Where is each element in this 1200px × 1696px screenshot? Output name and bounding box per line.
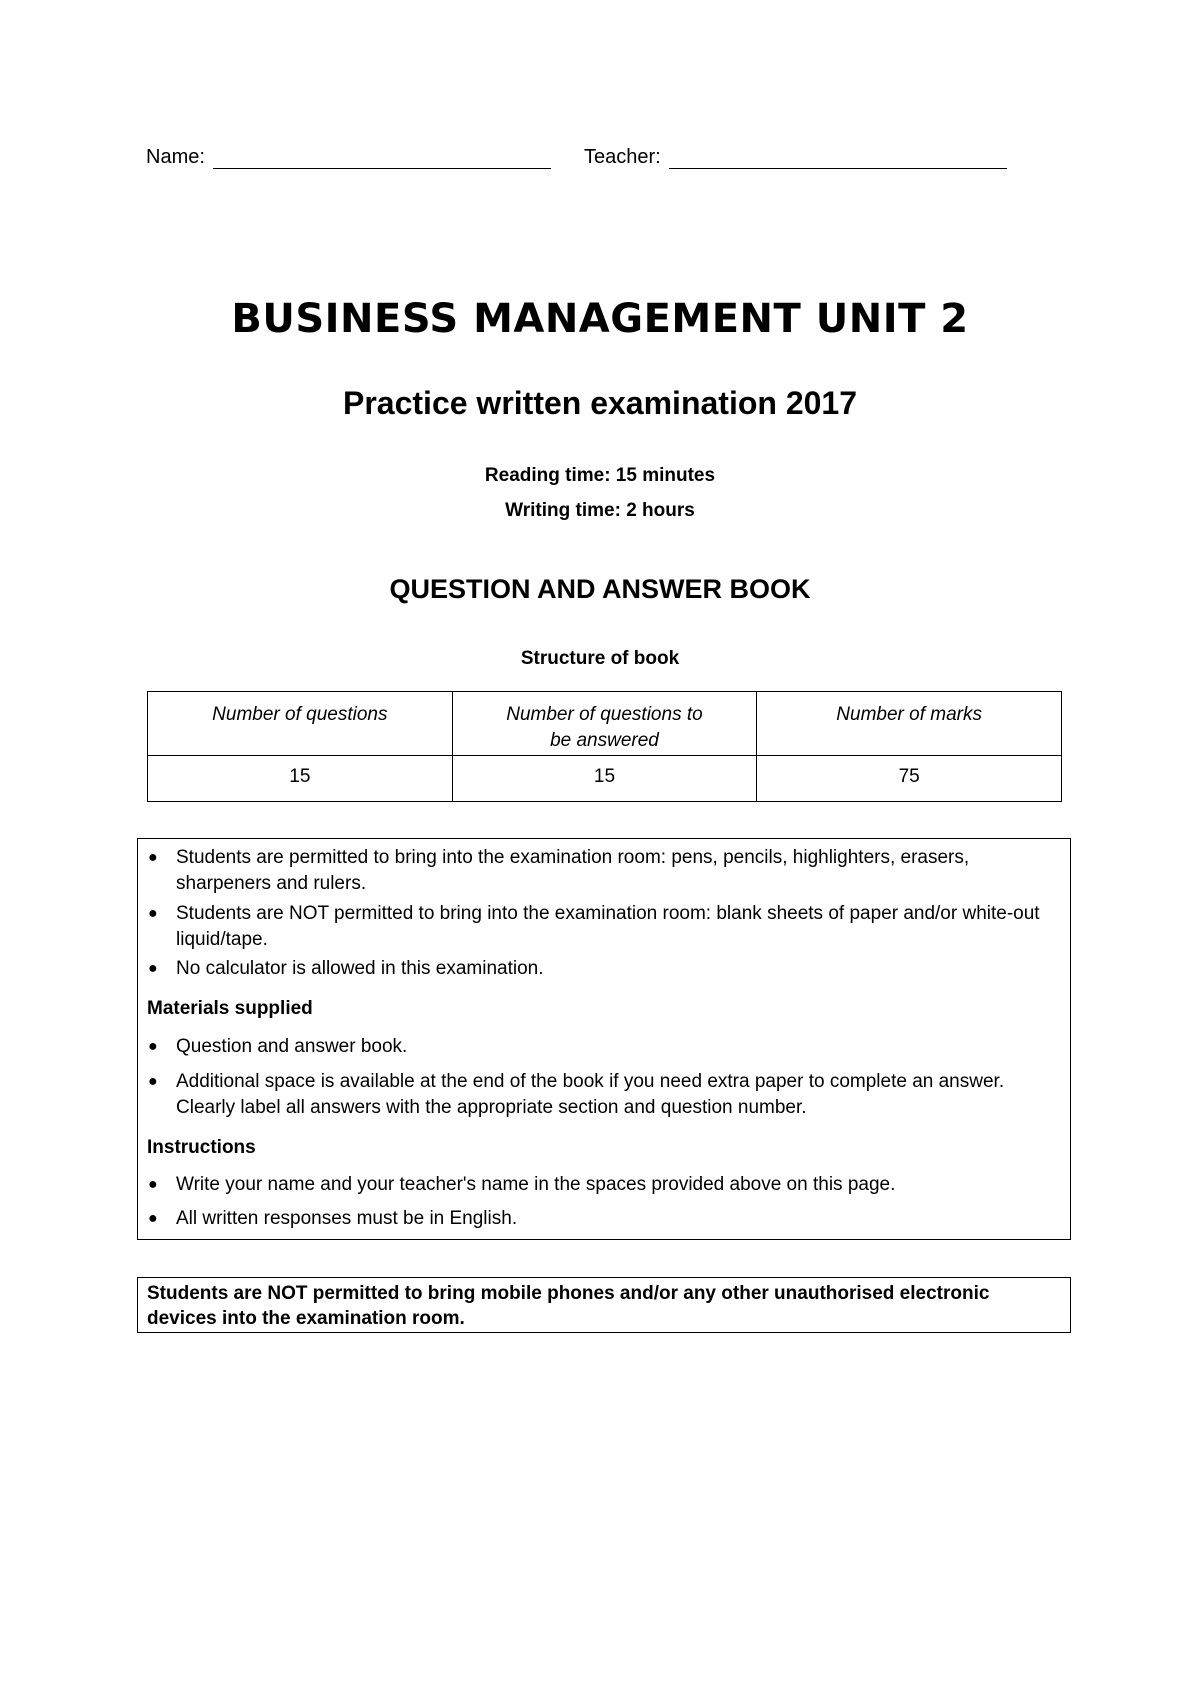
- teacher-field[interactable]: [584, 146, 1007, 169]
- instructions-box: [137, 838, 1071, 1240]
- column-header-text: Number of questions to be answered: [506, 704, 703, 751]
- warning-box: [137, 1277, 1071, 1333]
- column-header: Number of marks: [757, 692, 1062, 756]
- table-cell: 15: [148, 756, 453, 802]
- bullet-icon: ●: [148, 1073, 158, 1090]
- bullet-icon: ●: [148, 1210, 158, 1227]
- instructions-text: Write your name and your teacher's name in the spaces provided above on this page.: [176, 1174, 896, 1195]
- warning-text: Students are NOT permitted to bring mobile phones and/or any other unauthorised electronic devices into the examination room.: [147, 1283, 990, 1329]
- materials-text: Question and answer book.: [176, 1036, 408, 1057]
- teacher-blank-line[interactable]: [669, 146, 1007, 169]
- bullet-icon: ●: [148, 849, 158, 866]
- bullet-icon: ●: [148, 960, 158, 977]
- instructions-heading: Instructions: [147, 1137, 256, 1158]
- rule-text: Students are permitted to bring into the examination room: pens, pencils, highlighters, erasers, sharpeners and rulers.: [176, 847, 970, 894]
- bullet-icon: ●: [148, 1176, 158, 1193]
- bullet-icon: ●: [148, 1038, 158, 1055]
- bullet-icon: ●: [148, 905, 158, 922]
- structure-heading: Structure of book: [520, 648, 680, 669]
- structure-table: [147, 691, 1062, 802]
- page-title: BUSINESS MANAGEMENT UNIT 2: [231, 296, 969, 342]
- page-subtitle: Practice written examination 2017: [343, 385, 857, 421]
- teacher-label: Teacher:: [584, 146, 661, 168]
- column-header: Number of questions: [148, 692, 453, 756]
- column-header: [452, 692, 757, 756]
- book-heading: QUESTION AND ANSWER BOOK: [389, 574, 811, 604]
- table-row: [148, 756, 1062, 802]
- name-label: Name:: [146, 146, 205, 168]
- materials-text: Additional space is available at the end of the book if you need extra paper to complete an answer. Clearly label all answers with the appropriate section and question number.: [176, 1071, 1005, 1118]
- table-cell: 15: [452, 756, 757, 802]
- name-blank-line[interactable]: [213, 146, 551, 169]
- table-cell: 75: [757, 756, 1062, 802]
- rule-text: No calculator is allowed in this examination.: [176, 958, 544, 979]
- writing-time: Writing time: 2 hours: [505, 500, 695, 521]
- rule-text: Students are NOT permitted to bring into the examination room: blank sheets of paper and/or white-out liquid/tape.: [176, 903, 1040, 950]
- materials-heading: Materials supplied: [147, 998, 313, 1019]
- instructions-text: All written responses must be in English.: [176, 1208, 518, 1229]
- table-header-row: [148, 692, 1062, 756]
- reading-time: Reading time: 15 minutes: [484, 465, 716, 486]
- name-field[interactable]: [146, 146, 551, 169]
